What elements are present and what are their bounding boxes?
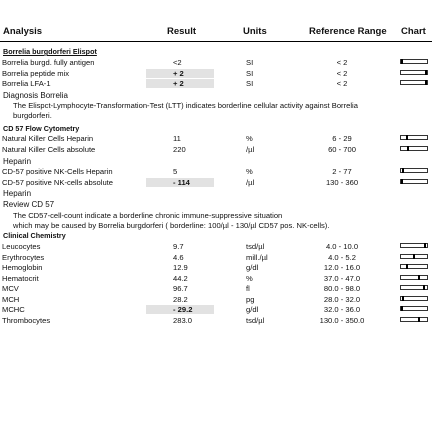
result-value xyxy=(146,284,214,293)
range-chart-bar xyxy=(400,254,428,259)
unit: /µl xyxy=(246,144,255,154)
unit: SI xyxy=(246,79,254,88)
result-value xyxy=(146,295,214,304)
range-chart-bar xyxy=(400,179,428,184)
range-chart-bar xyxy=(400,275,428,280)
range-chart-marker xyxy=(407,146,409,151)
unit: tsd/µl xyxy=(246,242,265,251)
result-value-flagged xyxy=(146,69,214,78)
reference-range: 37.0 - 47.0 xyxy=(323,273,361,283)
range-chart-marker xyxy=(425,70,427,75)
result-value xyxy=(146,274,214,283)
table-row xyxy=(0,275,432,284)
unit: SI xyxy=(246,68,254,78)
diagnosis-text-line-2: burgdorferi. xyxy=(13,111,52,120)
range-chart-bar xyxy=(400,296,428,301)
unit: tsd/µl xyxy=(246,315,265,325)
analyte-name: Borrelia LFA-1 xyxy=(2,79,51,88)
table-row xyxy=(0,306,432,315)
reference-range: 4.0 - 5.2 xyxy=(328,252,356,262)
range-chart-marker xyxy=(402,296,404,301)
table-row xyxy=(0,146,432,155)
range-chart-marker xyxy=(406,135,408,140)
header-units: Units xyxy=(243,26,267,37)
result-text: - 29.2 xyxy=(173,305,193,314)
result-text: 44.2 xyxy=(173,273,188,283)
unit: % xyxy=(246,167,253,176)
reference-range: 28.0 - 32.0 xyxy=(323,294,361,304)
header-result: Result xyxy=(167,26,197,37)
unit: % xyxy=(246,273,253,283)
analyte-name: Borrelia peptide mix xyxy=(2,68,70,78)
range-chart-bar xyxy=(400,306,428,311)
result-text: 220 xyxy=(173,144,186,154)
range-chart-marker xyxy=(406,264,408,269)
result-text: 11 xyxy=(173,134,181,143)
result-text: 4.6 xyxy=(173,252,184,262)
analyte-name: Thrombocytes xyxy=(2,315,51,325)
heparin-label-2: Heparin xyxy=(3,189,32,198)
range-chart-marker xyxy=(423,285,425,290)
unit: fl xyxy=(246,284,250,293)
analyte-name: MCHC xyxy=(2,305,25,314)
analyte-name: MCH xyxy=(2,294,20,304)
result-value xyxy=(146,145,214,154)
table-row xyxy=(0,285,432,294)
unit: mill./µl xyxy=(246,252,268,262)
result-text: + 2 xyxy=(173,68,184,78)
analyte-name: Natural Killer Cells absolute xyxy=(2,144,96,154)
analyte-name: Natural Killer Cells Heparin xyxy=(2,134,94,143)
result-value xyxy=(146,242,214,251)
range-chart-marker xyxy=(418,275,420,280)
range-chart-bar xyxy=(400,285,428,290)
range-chart-marker xyxy=(418,317,420,322)
analyte-name: Borrelia burgd. fully antigen xyxy=(2,58,95,67)
reference-range: < 2 xyxy=(336,79,348,88)
diagnosis-text-line-1: The Elispct-Lymphocyte-Transformation-Test (LTT) indicates borderline cellular activity against Borrelia xyxy=(13,101,358,110)
range-chart-marker xyxy=(424,243,426,248)
section-title-cd57: CD 57 Flow Cytometry xyxy=(3,124,80,133)
header-analysis: Analysis xyxy=(3,26,43,37)
reference-range: 2 - 77 xyxy=(332,167,352,176)
result-value xyxy=(146,58,214,67)
analyte-name: Erythrocytes xyxy=(2,252,45,262)
unit: SI xyxy=(246,58,254,67)
result-text: 28.2 xyxy=(173,294,188,304)
result-value xyxy=(146,263,214,272)
review-text-line-2: which may be caused by Borrelia burgdorferi ( borderline: 100/µl - 130/µl CD57 pos. NK-cells). xyxy=(13,221,330,230)
reference-range: 80.0 - 98.0 xyxy=(323,284,361,293)
unit: /µl xyxy=(246,177,255,187)
review-text-line-1: The CD57-cell-count indicate a borderline chronic immune-suppressive situation xyxy=(13,211,283,220)
table-row xyxy=(0,70,432,79)
table-row xyxy=(0,317,432,326)
analyte-name: CD-57 positive NK-Cells Heparin xyxy=(2,167,113,176)
section-title-borrelia: Borrelia burgdorferi Elispot xyxy=(3,47,97,56)
range-chart-marker xyxy=(401,59,403,64)
result-text: - 114 xyxy=(173,177,190,187)
heparin-label-1: Heparin xyxy=(3,157,32,166)
range-chart-marker xyxy=(402,168,404,173)
section-title-clinical-chemistry: Clinical Chemistry xyxy=(3,231,66,240)
reference-range: 130.0 - 350.0 xyxy=(319,315,365,325)
unit: g/dl xyxy=(246,305,259,314)
table-row xyxy=(0,135,432,144)
range-chart-bar xyxy=(400,135,428,140)
range-chart-bar xyxy=(400,80,428,85)
review-label: Review CD 57 xyxy=(3,200,55,209)
range-chart-bar xyxy=(400,243,428,248)
result-value-flagged xyxy=(146,79,214,88)
reference-range: 4.0 - 10.0 xyxy=(325,242,359,251)
result-text: 283.0 xyxy=(173,315,193,325)
result-value xyxy=(146,134,214,143)
analyte-name: CD-57 positive NK-cells absolute xyxy=(2,177,113,187)
table-row xyxy=(0,59,432,68)
range-chart-marker xyxy=(425,80,427,85)
table-row xyxy=(0,264,432,273)
result-value xyxy=(146,167,214,176)
reference-range: 32.0 - 36.0 xyxy=(323,305,361,314)
reference-range: 12.0 - 16.0 xyxy=(323,263,361,272)
analyte-name: Hemoglobin xyxy=(2,263,43,272)
range-chart-bar xyxy=(400,264,428,269)
result-value xyxy=(146,316,214,325)
result-text: 96.7 xyxy=(173,284,188,293)
range-chart-bar xyxy=(400,146,428,151)
header-divider xyxy=(0,41,432,42)
result-text: <2 xyxy=(173,58,182,67)
result-value-flagged xyxy=(146,305,214,314)
table-row xyxy=(0,80,432,89)
result-value-flagged xyxy=(146,178,214,187)
analyte-name: Hematocrit xyxy=(2,273,39,283)
diagnosis-label: Diagnosis Borrelia xyxy=(3,91,68,100)
range-chart-bar xyxy=(400,59,428,64)
analyte-name: MCV xyxy=(2,284,19,293)
unit: % xyxy=(246,134,253,143)
result-text: 9.7 xyxy=(173,242,184,251)
range-chart-marker xyxy=(401,179,403,184)
unit: g/dl xyxy=(246,263,259,272)
result-value xyxy=(146,253,214,262)
result-text: 12.9 xyxy=(173,263,188,272)
reference-range: 60 - 700 xyxy=(328,144,356,154)
table-row xyxy=(0,179,432,188)
range-chart-bar xyxy=(400,317,428,322)
result-text: + 2 xyxy=(173,79,184,88)
range-chart-marker xyxy=(413,254,415,259)
result-text: 5 xyxy=(173,167,178,176)
reference-range: < 2 xyxy=(336,68,348,78)
reference-range: 6 - 29 xyxy=(332,134,352,143)
unit: pg xyxy=(246,294,255,304)
header-reference-range: Reference Range xyxy=(309,26,387,37)
table-row xyxy=(0,243,432,252)
range-chart-bar xyxy=(400,70,428,75)
table-row xyxy=(0,254,432,263)
table-row xyxy=(0,296,432,305)
header-chart: Chart xyxy=(401,26,426,37)
reference-range: < 2 xyxy=(336,58,348,67)
analyte-name: Leucocytes xyxy=(2,242,41,251)
range-chart-bar xyxy=(400,168,428,173)
reference-range: 130 - 360 xyxy=(325,177,359,187)
table-row xyxy=(0,168,432,177)
range-chart-marker xyxy=(401,306,403,311)
